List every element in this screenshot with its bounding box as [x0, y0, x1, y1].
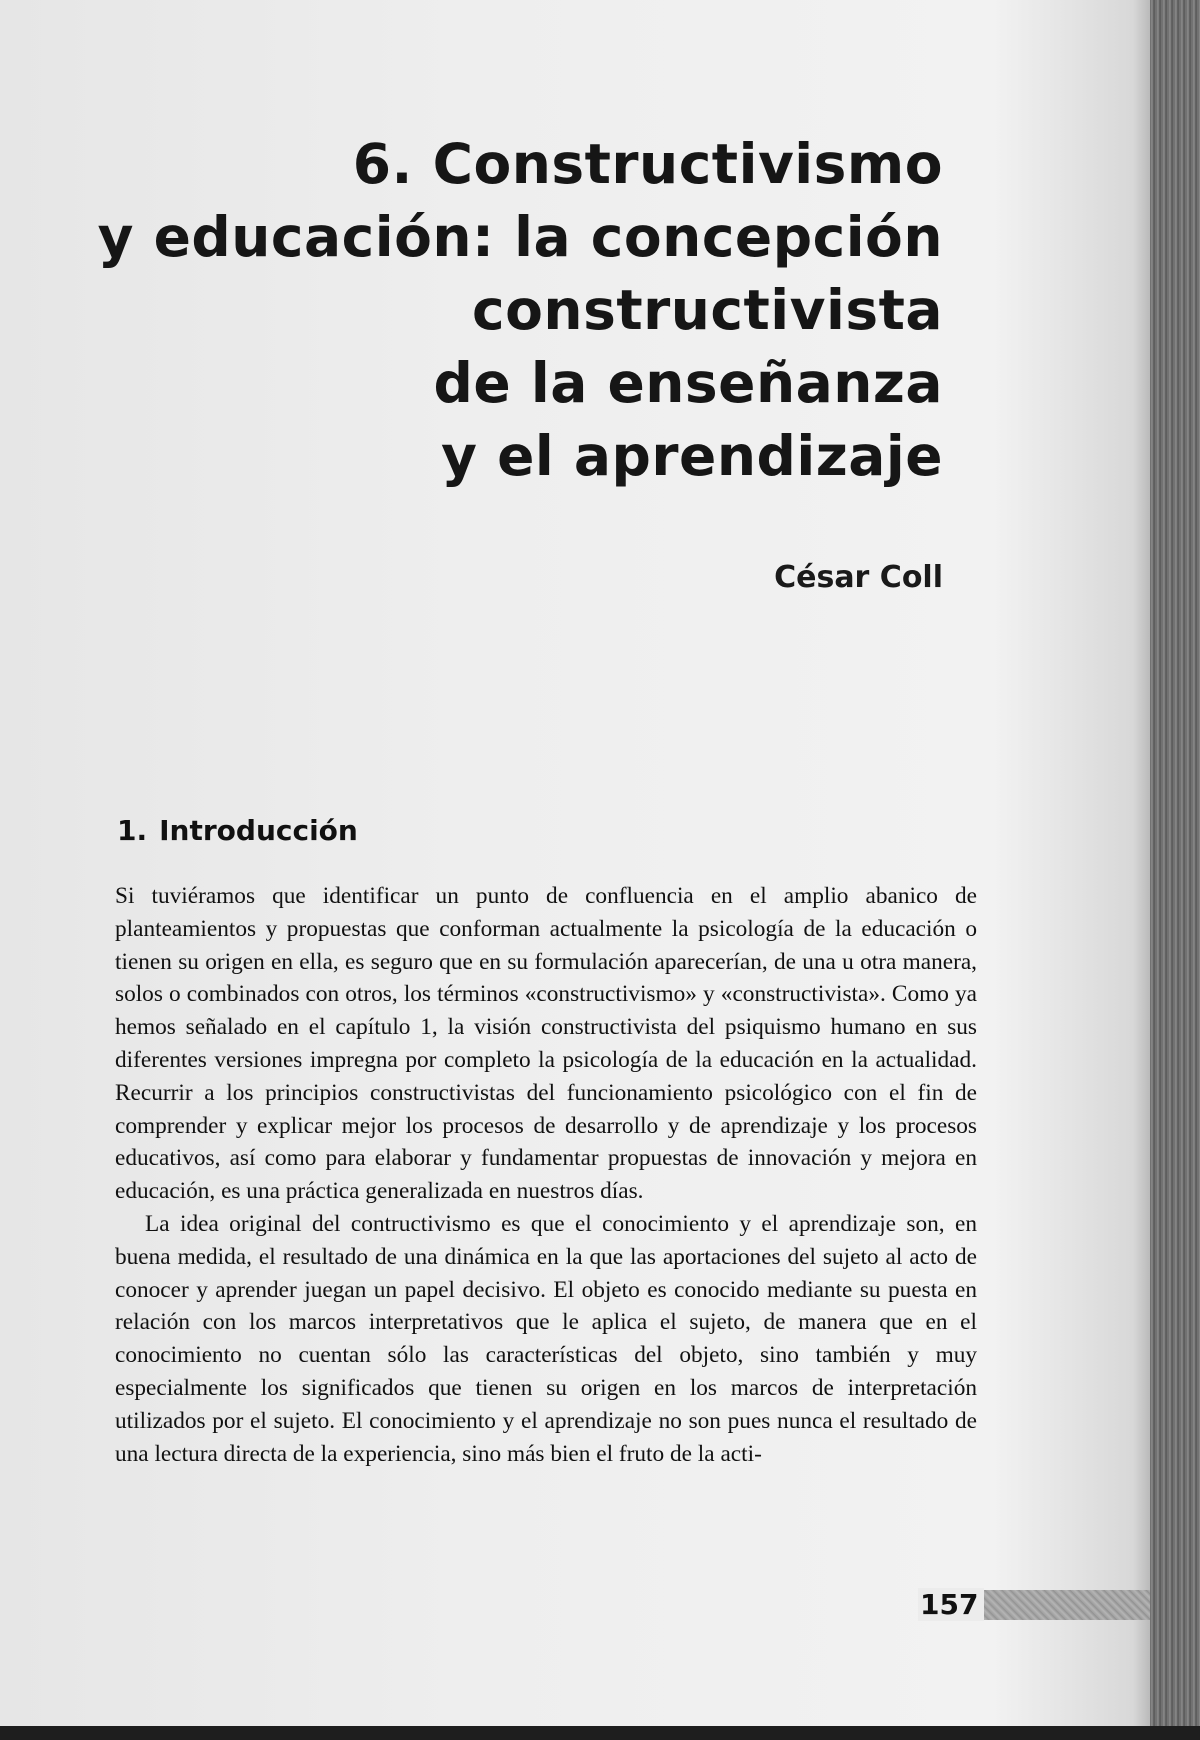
page-number: 157: [918, 1588, 984, 1621]
body-text: [115, 880, 977, 1470]
paragraph: Si tuviéramos que identificar un punto de confluencia en el amplio abanico de planteamientos y propuestas que conforman actualmente la psicología de la educación o tienen su origen en ella, es seguro que en su formulación aparecerían, de una u otra manera, solos o combinados con otros, los términos «constructivismo» y «constructivista». Como ya hemos señalado en el capítulo 1, la visión constructivista del psiquismo humano en sus diferentes versiones impregna por completo la psicología de la educación en la actualidad. Recurrir a los principios constructivistas del funcionamiento psicológico con el fin de comprender y explicar mejor los procesos de desarrollo y de aprendizaje y los procesos educativos, así como para elaborar y fundamentar propuestas de innovación y mejora en educación, es una práctica generalizada en nuestros días.: [115, 883, 977, 1205]
chapter-author: César Coll: [774, 560, 943, 595]
section-number: 1.: [117, 814, 148, 847]
chapter-title-line: constructivista: [472, 278, 943, 342]
chapter-title-line: de la enseñanza: [433, 351, 943, 415]
section-title: Introducción: [159, 814, 358, 847]
chapter-title: [98, 128, 943, 493]
chapter-title-line: 6. Constructivismo: [352, 132, 943, 196]
chapter-title-line: y el aprendizaje: [441, 424, 943, 488]
chapter-title-line: y educación: la concepción: [97, 205, 943, 269]
paragraph: La idea original del contructivismo es que el conocimiento y el aprendizaje son, en buena medida, el resultado de una dinámica en la que las aportaciones del sujeto al acto de conocer y aprender juegan un papel decisivo. El objeto es conocido mediante su puesta en relación con los marcos interpretativos que le aplica el sujeto, de manera que en el conocimiento no cuentan sólo las características del objeto, sino también y muy especialmente los significados que tienen su origen en los marcos de interpretación utilizados por el sujeto. El conocimiento y el aprendizaje no son pues nunca el resultado de una lectura directa de la experiencia, sino más bien el fruto de la acti-: [115, 1210, 977, 1467]
section-heading: [117, 814, 358, 847]
book-spine-edge: [1150, 0, 1200, 1740]
scan-bottom-edge: [0, 1726, 1200, 1740]
